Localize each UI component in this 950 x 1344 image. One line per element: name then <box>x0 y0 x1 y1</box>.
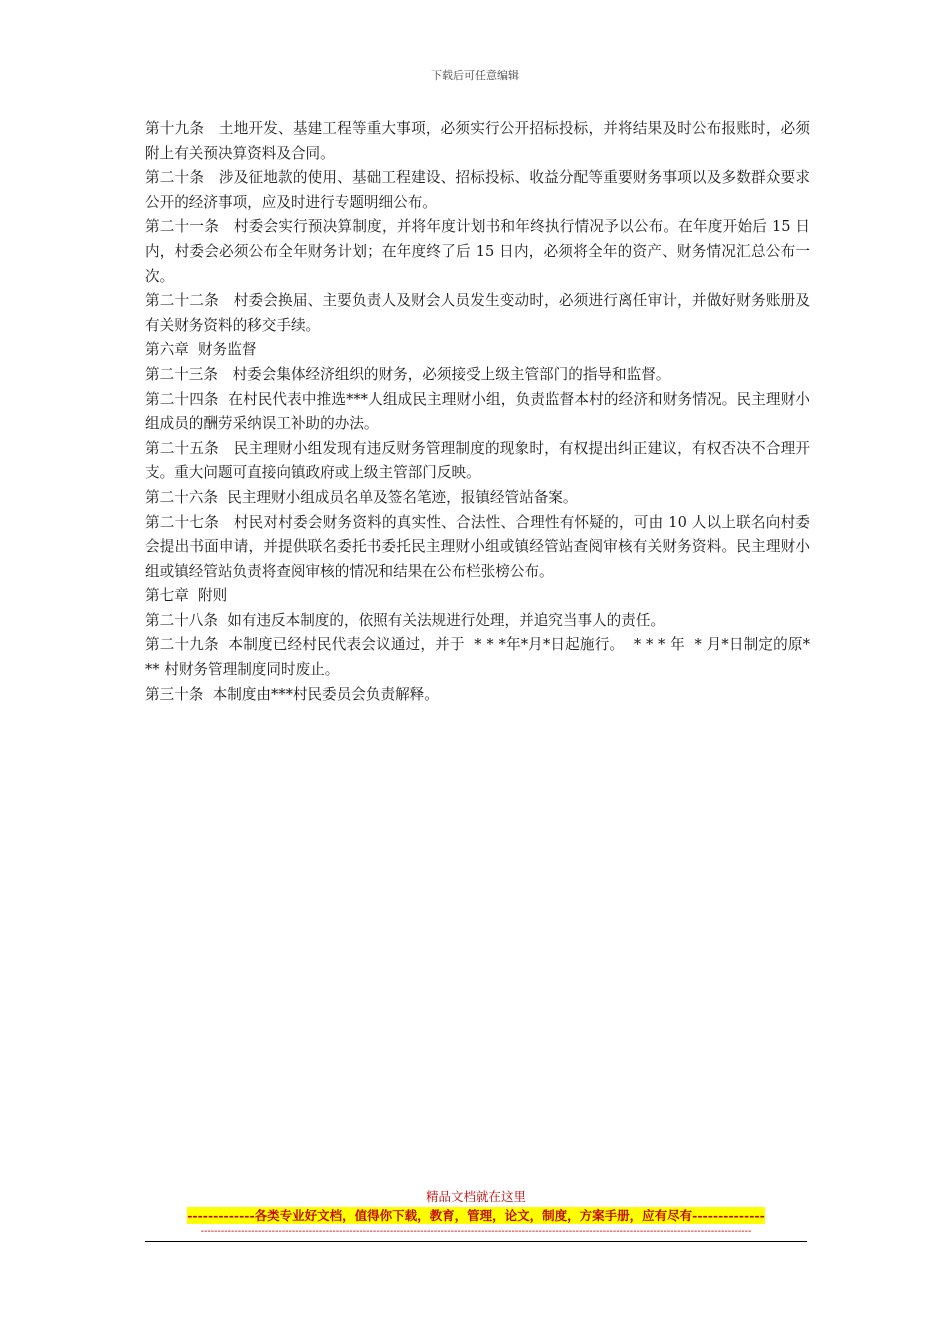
chapter-7-heading: 第七章 附则 <box>145 587 228 605</box>
article-22: 第二十二条 村委会换届、主要负责人及财会人员发生变动时，必须进行离任审计，并做好财务账册及有关财务资料的移交手续。 <box>145 292 810 334</box>
document-body <box>145 117 815 707</box>
footer-divider <box>145 1241 807 1242</box>
article-25: 第二十五条 民主理财小组发现有违反财务管理制度的现象时，有权提出纠正建议，有权否决不合理开支。重大问题可直接向镇政府或上级主管部门反映。 <box>145 439 810 482</box>
footer-promo-banner: -------------各类专业好文档，值得你下载，教育，管理，论文，制度，方案手册，应有尽有-------------- <box>187 1208 765 1223</box>
article-21: 第二十一条 村委会实行预决算制度，并将年度计划书和年终执行情况予以公布。在年度开始后 15 日内，村委会必须公布全年财务计划；在年度终了后 15 日内，必须将全年的资产、财务情况汇总公布一次。 <box>145 218 810 285</box>
article-23: 第二十三条 村委会集体经济组织的财务，必须接受上级主管部门的指导和监督。 <box>145 365 671 383</box>
article-29: 第二十九条 本制度已经村民代表会议通过，并于 * * *年*月*日起施行。 * * * 年 * 月*日制定的原* ** 村财务管理制度同时废止。 <box>145 636 815 679</box>
article-24: 第二十四条 在村民代表中推选***人组成民主理财小组，负责监督本村的经济和财务情况。民主理财小组成员的酬劳采纳误工补助的办法。 <box>145 390 810 433</box>
footer-dash-line: ------------------------------------------------------------------------------------------------------------------------------------------------------------------- <box>200 1226 752 1237</box>
article-28: 第二十八条 如有违反本制度的，依照有关法规进行处理，并追究当事人的责任。 <box>145 611 666 629</box>
article-30: 第三十条 本制度由***村民委员会负责解释。 <box>145 685 439 703</box>
article-20: 第二十条 涉及征地款的使用、基础工程建设、招标投标、收益分配等重要财务事项以及多数群众要求公开的经济事项，应及时进行专题明细公布。 <box>145 169 810 211</box>
article-26: 第二十六条 民主理财小组成员名单及签名笔迹，报镇经管站备案。 <box>145 488 578 506</box>
chapter-6-heading: 第六章 财务监督 <box>145 341 257 359</box>
article-27: 第二十七条 村民对村委会财务资料的真实性、合法性、合理性有怀疑的，可由 10 人以上联名向村委会提出书面申请，并提供联名委托书委托民主理财小组或镇经管站查阅审核有关财务资料。民主理财小组或镇经管站负责将查阅审核的情况和结果在公布栏张榜公布。 <box>145 513 810 580</box>
footer-title: 精品文档就在这里 <box>425 1189 526 1204</box>
page-footer <box>145 1188 807 1238</box>
article-19: 第十九条 土地开发、基建工程等重大事项，必须实行公开招标投标，并将结果及时公布报账时，必须附上有关预决算资料及合同。 <box>145 120 810 162</box>
page-header-note: 下载后可任意编辑 <box>431 69 519 82</box>
